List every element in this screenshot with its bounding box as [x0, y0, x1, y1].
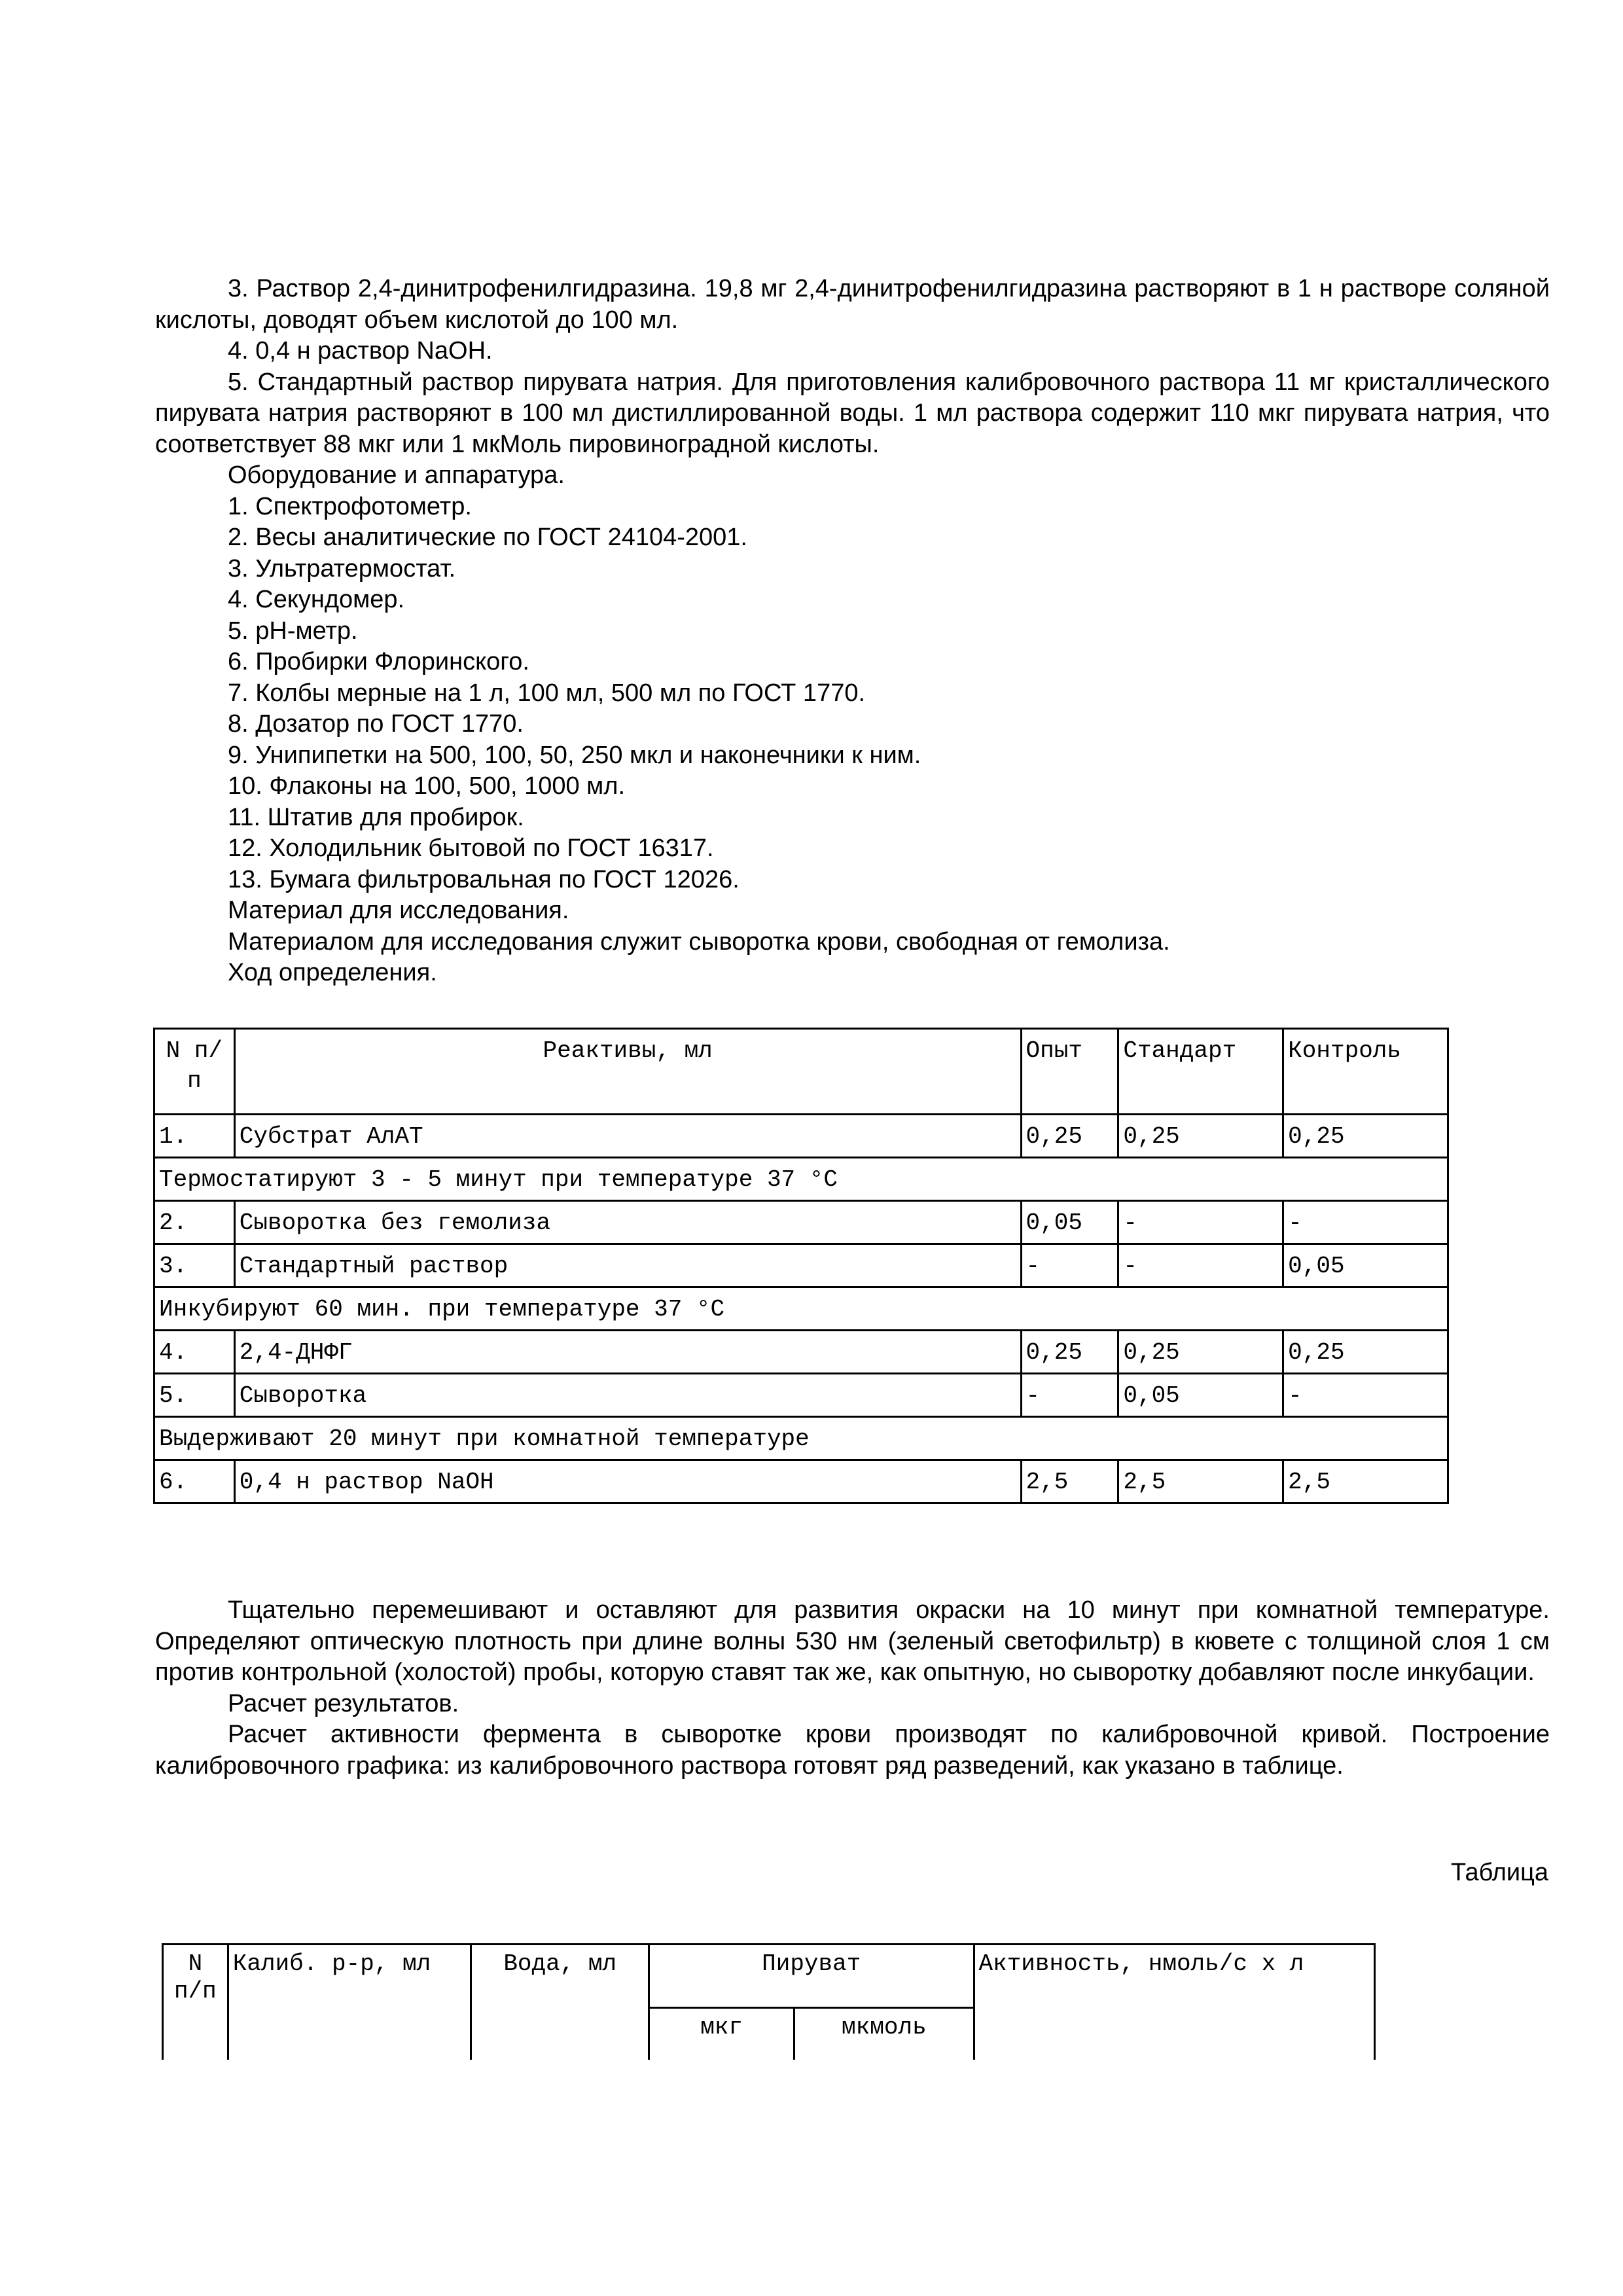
table-cell: -	[1283, 1201, 1448, 1244]
table-cell: -	[1021, 1244, 1118, 1287]
table-cell: 2.	[154, 1201, 235, 1244]
header-cell: N п/п	[163, 1945, 228, 2060]
body-text-bottom	[155, 1595, 1550, 1782]
table-cell: 2,4-ДНФГ	[234, 1331, 1021, 1374]
table-cell: 0,05	[1283, 1244, 1448, 1287]
calc-text: Расчет активности фермента в сыворотке крови производят по калибровочной кривой. Построение калибровочного графика: из калибровочного раствора готовят ряд разведений, как указано в таблице.	[155, 1721, 1550, 1780]
table-cell: 2,5	[1021, 1460, 1118, 1503]
table-header-row	[154, 1029, 1448, 1115]
table-step-row	[154, 1158, 1448, 1201]
table-cell: Стандартный раствор	[234, 1244, 1021, 1287]
header-cell: Реактивы, мл	[234, 1029, 1021, 1115]
body-text-top	[155, 274, 1550, 989]
table-cell: 0,05	[1118, 1374, 1283, 1417]
table-cell: 1.	[154, 1115, 235, 1158]
table-cell: Субстрат АлАТ	[234, 1115, 1021, 1158]
subheader-cell: мкг	[649, 2008, 794, 2060]
table-cell: Сыворотка без гемолиза	[234, 1201, 1021, 1244]
table-caption: Таблица	[1451, 1859, 1548, 1886]
equipment-item: 1. Спектрофотометр.	[228, 492, 472, 520]
equipment-heading: Оборудование и аппаратура.	[228, 461, 565, 489]
header-cell: Пируват	[649, 1945, 974, 2008]
table-cell: 2,5	[1118, 1460, 1283, 1503]
table-cell: 4.	[154, 1331, 235, 1374]
equipment-item: 5. рН-метр.	[228, 617, 358, 645]
table-cell: 2,5	[1283, 1460, 1448, 1503]
table-row	[154, 1115, 1448, 1158]
paragraph-after-table: Тщательно перемешивают и оставляют для развития окраски на 10 минут при комнатной температуре. Определяют оптическую плотность при длине волны 530 нм (зеленый светофильтр) в кювете с толщиной слоя 1 см против контрольной (холостой) пробы, которую ставят так же, как опытную, но сыворотку добавляют после инкубации.	[155, 1596, 1550, 1686]
table-row	[154, 1460, 1448, 1503]
equipment-item: 8. Дозатор по ГОСТ 1770.	[228, 710, 524, 738]
table-step-cell: Выдерживают 20 минут при комнатной температуре	[154, 1417, 1448, 1460]
header-cell: Стандарт	[1118, 1029, 1283, 1115]
equipment-item: 6. Пробирки Флоринского.	[228, 648, 529, 675]
header-cell: Калиб. р-р, мл	[228, 1945, 471, 2060]
header-cell: Опыт	[1021, 1029, 1118, 1115]
table-cell: 0,4 н раствор NaOH	[234, 1460, 1021, 1503]
table-cell: -	[1118, 1201, 1283, 1244]
equipment-item: 10. Флаконы на 100, 500, 1000 мл.	[228, 772, 626, 800]
equipment-item: 3. Ультратермостат.	[228, 554, 456, 583]
table-cell: 5.	[154, 1374, 235, 1417]
table-cell: 0,05	[1021, 1201, 1118, 1244]
equipment-item: 12. Холодильник бытовой по ГОСТ 16317.	[228, 834, 714, 862]
table-step-cell: Термостатируют 3 - 5 минут при температуре 37 °С	[154, 1158, 1448, 1201]
table-row	[154, 1201, 1448, 1244]
procedure-heading: Ход определения.	[228, 959, 437, 986]
table-cell: 6.	[154, 1460, 235, 1503]
equipment-item: 9. Унипипетки на 500, 100, 50, 250 мкл и наконечники к ним.	[228, 741, 921, 769]
paragraph-item-3: 3. Раствор 2,4-динитрофенилгидразина. 19,8 мг 2,4-динитрофенилгидразина растворяют в 1 н растворе соляной кислоты, доводят объем кислотой до 100 мл.	[155, 275, 1550, 334]
equipment-item: 4. Секундомер.	[228, 586, 405, 613]
equipment-item: 11. Штатив для пробирок.	[228, 803, 524, 831]
table-row	[154, 1244, 1448, 1287]
header-cell: Контроль	[1283, 1029, 1448, 1115]
table-cell: -	[1283, 1374, 1448, 1417]
table-cell: 0,25	[1283, 1331, 1448, 1374]
subheader-cell: мкмоль	[794, 2008, 974, 2060]
table-cell: 0,25	[1118, 1115, 1283, 1158]
table-cell: -	[1118, 1244, 1283, 1287]
table-cell: 0,25	[1118, 1331, 1283, 1374]
table-step-cell: Инкубируют 60 мин. при температуре 37 °С	[154, 1287, 1448, 1331]
table-step-row	[154, 1287, 1448, 1331]
header-cell: N п/п	[154, 1029, 235, 1115]
header-cell: Активность, нмоль/с х л	[974, 1945, 1375, 2060]
table-step-row	[154, 1417, 1448, 1460]
equipment-item: 13. Бумага фильтровальная по ГОСТ 12026.	[228, 865, 740, 893]
table-cell: 3.	[154, 1244, 235, 1287]
procedure-table	[153, 1028, 1449, 1504]
equipment-item: 7. Колбы мерные на 1 л, 100 мл, 500 мл по ГОСТ 1770.	[228, 679, 866, 707]
table-cell: -	[1021, 1374, 1118, 1417]
material-heading: Материал для исследования.	[228, 897, 569, 924]
table-row	[154, 1331, 1448, 1374]
equipment-item: 2. Весы аналитические по ГОСТ 24104-2001.	[228, 524, 747, 551]
table-cell: 0,25	[1021, 1331, 1118, 1374]
paragraph-item-5: 5. Стандартный раствор пирувата натрия. Для приготовления калибровочного раствора 11 мг кристаллического пирувата натрия растворяют в 100 мл дистиллированной воды. 1 мл раствора содержит 110 мкг пирувата натрия, что соответствует 88 мкг или 1 мкМоль пировиноградной кислоты.	[155, 368, 1550, 458]
table-header-row	[163, 1945, 1375, 2008]
table-row	[154, 1374, 1448, 1417]
table-cell: 0,25	[1021, 1115, 1118, 1158]
calibration-table	[162, 1943, 1376, 2060]
header-cell: Вода, мл	[471, 1945, 649, 2060]
calc-heading: Расчет результатов.	[228, 1689, 459, 1717]
paragraph-item-4: 4. 0,4 н раствор NaOH.	[228, 337, 493, 365]
table-cell: Сыворотка	[234, 1374, 1021, 1417]
table-cell: 0,25	[1283, 1115, 1448, 1158]
material-text: Материалом для исследования служит сыворотка крови, свободная от гемолиза.	[228, 927, 1170, 956]
